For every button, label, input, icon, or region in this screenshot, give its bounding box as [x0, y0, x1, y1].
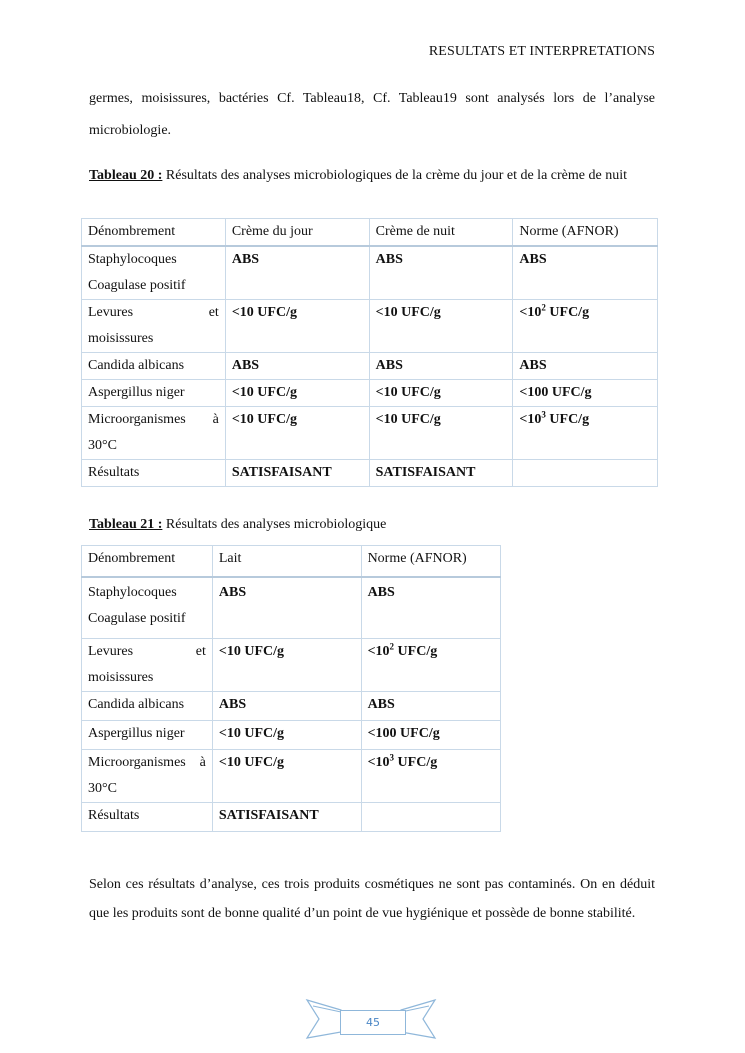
cell: ABS: [369, 353, 513, 380]
cell: ABS: [369, 246, 513, 300]
row-label: Levures et moisissures: [82, 300, 226, 353]
page-number: 45: [340, 1010, 406, 1035]
table-row: [82, 692, 501, 721]
table21-caption-text: Résultats des analyses microbiologique: [162, 517, 387, 532]
running-header: RESULTATS ET INTERPRETATIONS: [428, 44, 655, 59]
row-label: Levures et moisissures: [82, 639, 213, 692]
cell: <10 UFC/g: [212, 750, 361, 803]
table20-caption: [89, 166, 649, 185]
cell: [361, 803, 500, 832]
row-label: Candida albicans: [82, 353, 226, 380]
header-cell: Lait: [212, 546, 361, 578]
table-row: [82, 639, 501, 692]
row-label: Résultats: [82, 460, 226, 487]
cell: ABS: [513, 246, 658, 300]
header-cell: Crème de nuit: [369, 219, 513, 247]
cell: ABS: [513, 353, 658, 380]
row-label: Résultats: [82, 803, 213, 832]
cell: <10 UFC/g: [369, 407, 513, 460]
table-row: [82, 803, 501, 832]
header-cell: Dénombrement: [82, 546, 213, 578]
table21-caption: [89, 515, 386, 534]
table-header-row: [82, 546, 501, 578]
cell: <10 UFC/g: [225, 380, 369, 407]
header-cell: Dénombrement: [82, 219, 226, 247]
cell: ABS: [212, 692, 361, 721]
cell: $<10^2$ UFC/g: [361, 639, 500, 692]
table-row: [82, 750, 501, 803]
row-label: Staphylocoques Coagulase positif: [82, 246, 226, 300]
header-cell: Norme (AFNOR): [361, 546, 500, 578]
intro-paragraph: germes, moisissures, bactéries Cf. Tableau18, Cf. Tableau19 sont analysés lors de l’analyse microbiologie.: [89, 91, 655, 138]
row-label: Aspergillus niger: [82, 380, 226, 407]
row-label: Microorganismes à 30°C: [82, 750, 213, 803]
cell: <10 UFC/g: [225, 407, 369, 460]
table-20: [81, 218, 658, 487]
table-row: [82, 300, 658, 353]
cell: $<10^2$ UFC/g: [513, 300, 658, 353]
cell: ABS: [225, 353, 369, 380]
cell: ABS: [361, 577, 500, 639]
cell: ABS: [361, 692, 500, 721]
cell: [513, 460, 658, 487]
cell: <10 UFC/g: [369, 300, 513, 353]
table-row: [82, 380, 658, 407]
table21-caption-label: Tableau 21 :: [89, 517, 163, 532]
header-cell: Norme (AFNOR): [513, 219, 658, 247]
table-header-row: [82, 219, 658, 247]
cell: <10 UFC/g: [212, 639, 361, 692]
cell: SATISFAISANT: [212, 803, 361, 832]
cell: SATISFAISANT: [225, 460, 369, 487]
cell: <10 UFC/g: [212, 721, 361, 750]
header-cell: Crème du jour: [225, 219, 369, 247]
cell: <10 UFC/g: [369, 380, 513, 407]
conclusion-paragraph: Selon ces résultats d’analyse, ces trois produits cosmétiques ne sont pas contaminés. On en déduit que les produits sont de bonne qualité d’un point de vue hygiénique et possède de bonne stabilité.: [89, 877, 655, 921]
row-label: Staphylocoques Coagulase positif: [82, 577, 213, 639]
table-row: [82, 577, 501, 639]
cell: <100 UFC/g: [361, 721, 500, 750]
table-row: [82, 460, 658, 487]
cell: <10 UFC/g: [225, 300, 369, 353]
row-label: Aspergillus niger: [82, 721, 213, 750]
cell: ABS: [212, 577, 361, 639]
cell: ABS: [225, 246, 369, 300]
cell: SATISFAISANT: [369, 460, 513, 487]
cell: $<10^3$ UFC/g: [361, 750, 500, 803]
table20-caption-text: Résultats des analyses microbiologiques de la crème du jour et de la crème de nuit: [162, 168, 627, 183]
table-row: [82, 721, 501, 750]
cell: $<10^3$ UFC/g: [513, 407, 658, 460]
table-row: [82, 246, 658, 300]
table-row: [82, 407, 658, 460]
table-21: [81, 545, 501, 832]
table-row: [82, 353, 658, 380]
cell: <100 UFC/g: [513, 380, 658, 407]
table20-caption-label: Tableau 20 :: [89, 168, 163, 183]
row-label: Candida albicans: [82, 692, 213, 721]
row-label: Microorganismes à 30°C: [82, 407, 226, 460]
